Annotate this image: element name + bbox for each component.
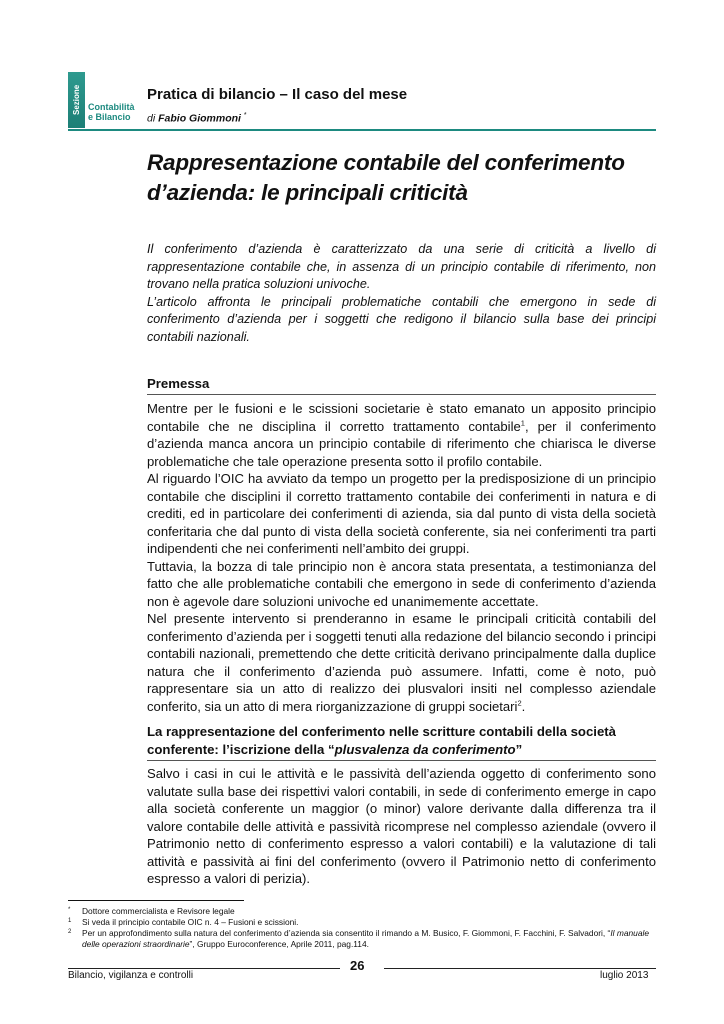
footnote-divider: [68, 900, 244, 901]
heading-emphasis: plusvalenza da conferimento: [334, 742, 516, 757]
section-body-premessa: [147, 400, 656, 715]
header-author: [147, 112, 247, 125]
heading-run: La rappresentazione del conferimento nelle scritture contabili della società conferente: l’iscrizione della “: [147, 724, 617, 757]
footnotes: [68, 906, 656, 950]
logo-line-2: e Bilancio: [88, 112, 131, 122]
footnote: [68, 928, 656, 950]
section-logo-label: Sezione: [72, 84, 81, 116]
footnote-text: [82, 928, 656, 950]
body-paragraph: [147, 400, 656, 470]
footer-publication: Bilancio, vigilanza e controlli: [68, 970, 194, 981]
footnote-mark: *: [68, 907, 71, 913]
section-body-rappresentazione: [147, 765, 656, 888]
header-divider: [68, 129, 656, 131]
footnote-text: Si veda il principio contabile OIC n. 4 – Fusioni e scissioni.: [82, 917, 299, 927]
footnote-ref: 1: [520, 418, 525, 428]
text-run: Nel presente intervento si prenderanno in esame le principali criticità contabili del conferimento d’azienda per i soggetti tenuti alla redazione del bilancio secondo i principi contabili nazionali, premettendo che dette criticità derivano principalmente dalla duplice natura che il conferimento d’azienda può assumere. Infatti, come è noto, può rappresentare sia un atto di realizzo dei plusvalori insiti nel complesso aziendale conferito, sia un atto di mera riorganizzazione di gruppi societari: [147, 611, 656, 714]
footnote: [68, 917, 656, 928]
body-paragraph: Al riguardo l’OIC ha avviato da tempo un progetto per la predisposizione di un principio contabile che disciplini il corretto trattamento contabile dei conferimenti in natura e di crediti, ed in particolare dei conferimenti di azienda, sia dal punto di vista della società conferitaria che dal punto di vista della società conferente, sia nei conferimenti tra parti indipendenti che nei conferimenti nell’ambito dei gruppi.: [147, 471, 656, 556]
text-run: Per un approfondimento sulla natura del conferimento d’azienda sia consentito il rimando a M. Busico, F. Giommoni, F. Facchini, F. Salvadori, “: [82, 928, 611, 938]
abstract-paragraph: Il conferimento d’azienda è caratterizzato da una serie di criticità a livello di rappresentazione contabile che, in assenza di un principio contabile di riferimento, non trovano nella pratica soluzioni univoche.: [147, 242, 656, 292]
body-paragraph: Tuttavia, la bozza di tale principio non è ancora stata presentata, a testimonianza del fatto che alle problematiche contabili che emergono in sede di conferimento d’azienda non è agevole dare soluzioni univoche ed unanimemente accettate.: [147, 558, 656, 609]
abstract-paragraph: L’articolo affronta le principali problematiche contabili che emergono in sede di conferimento d’azienda per i soggetti che redigono il bilancio sulla base dei principi contabili nazionali.: [147, 294, 656, 344]
text-run: , per il conferimento d’azienda manca ancora un principio contabile di riferimento che chiarisca le diverse problematiche che tale operazione presenta sotto il profilo contabile.: [147, 418, 656, 469]
section-heading-premessa: Premessa: [147, 375, 656, 395]
article-title: Rappresentazione contabile del conferimento d’azienda: le principali criticità: [147, 150, 625, 205]
footer-rule-left: [68, 968, 340, 969]
footer-rule-right: [384, 968, 656, 969]
heading-run: ”: [515, 742, 523, 757]
book-title: Il manuale delle operazioni straordinarie: [82, 928, 649, 949]
footnote-mark: 1: [68, 918, 72, 924]
section-heading-rappresentazione: [147, 723, 656, 761]
footnote-ref: 2: [517, 698, 522, 708]
section-logo-text: [88, 102, 144, 122]
footnote-mark: 2: [68, 929, 72, 935]
text-run: Mentre per le fusioni e le scissioni societarie è stato emanato un apposito principio contabile che ne disciplina il corretto trattamento contabile: [147, 401, 656, 434]
logo-line-1: Contabilità: [88, 102, 135, 112]
page-number: 26: [350, 958, 365, 973]
author-prefix: di: [147, 112, 156, 125]
article-abstract: [147, 241, 656, 347]
footnote-text: Dottore commercialista e Revisore legale: [82, 906, 235, 916]
header-title: Pratica di bilancio – Il caso del mese: [147, 86, 408, 103]
body-paragraph: [147, 610, 656, 715]
author-footnote-mark: *: [243, 112, 247, 119]
text-run: .: [521, 698, 526, 714]
text-run: ”, Gruppo Euroconference, Aprile 2011, pag.114.: [189, 939, 369, 949]
footer-date: luglio 2013: [600, 970, 649, 981]
body-paragraph: Salvo i casi in cui le attività e le passività dell’azienda oggetto di conferimento sono valutate sulla base dei rispettivi valori contabili, in sede di conferimento emerge in capo alla società conferente un maggior (o minor) valore derivante dalla differenza tra il valore contabile delle attività e passività ricomprese nel complesso aziendale (ovvero il Patrimonio netto di conferimento espresso a valori contabili) e la valutazione di tali attività e passività ai fini del conferimento (ovvero il Patrimonio netto di conferimento espresso a valori di perizia).: [147, 766, 656, 886]
author-name: Fabio Giommoni: [158, 112, 241, 125]
footnote: [68, 906, 656, 917]
